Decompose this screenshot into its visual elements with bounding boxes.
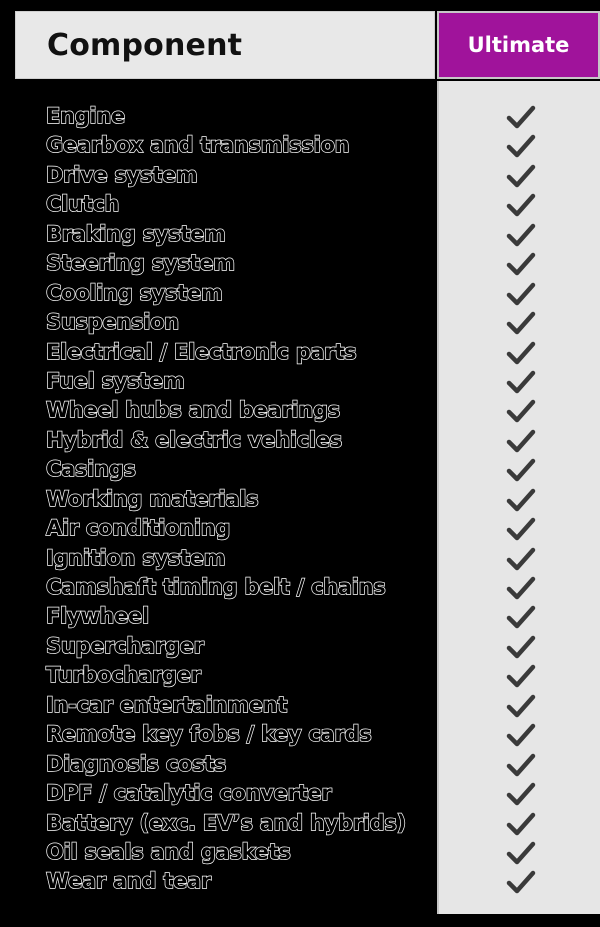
component-label: Diagnosis costs (46, 751, 227, 776)
component-label: Hybrid & electric vehicles (46, 427, 342, 452)
component-label: Oil seals and gaskets (46, 839, 291, 864)
checkmark-icon (506, 869, 536, 895)
component-row (0, 809, 600, 838)
checkmark-icon (506, 781, 536, 807)
component-row (0, 514, 600, 543)
component-label: Cooling system (46, 280, 223, 305)
component-label: Engine (46, 104, 125, 128)
checkmark-icon (506, 722, 536, 748)
component-row (0, 396, 600, 425)
component-row (0, 632, 600, 661)
component-row (0, 485, 600, 514)
checkmark-icon (506, 133, 536, 159)
component-label: Casings (46, 457, 136, 482)
component-label: Remote key fobs / key cards (46, 722, 372, 747)
component-row (0, 308, 600, 337)
component-row (0, 838, 600, 867)
component-label: Steering system (46, 251, 235, 276)
component-label: Braking system (46, 221, 226, 246)
component-label: Gearbox and transmission (46, 133, 350, 158)
component-row (0, 720, 600, 749)
ultimate-plan-label: Ultimate (467, 33, 570, 57)
component-label: Fuel system (46, 368, 185, 393)
checkmark-icon (506, 752, 536, 778)
checkmark-icon (506, 104, 536, 130)
checkmark-icon (506, 604, 536, 630)
component-label: Clutch (46, 192, 120, 217)
component-label: Battery (exc. EV’s and hybrids) (46, 810, 406, 835)
checkmark-icon (506, 487, 536, 513)
component-row (0, 367, 600, 396)
component-row (0, 867, 600, 896)
checkmark-icon (506, 634, 536, 660)
component-label: Camshaft timing belt / chains (46, 575, 386, 599)
checkmark-icon (506, 811, 536, 837)
checkmark-icon (506, 516, 536, 542)
component-label: Supercharger (46, 633, 204, 658)
component-label: Wear and tear (46, 869, 211, 894)
checkmark-icon (506, 340, 536, 366)
component-row (0, 338, 600, 367)
coverage-list (0, 102, 600, 897)
component-label: Flywheel (46, 604, 149, 629)
component-label: Air conditioning (46, 516, 231, 541)
checkmark-icon (506, 281, 536, 307)
component-label: Working materials (46, 486, 259, 511)
component-label: DPF / catalytic converter (46, 781, 332, 806)
component-row (0, 573, 600, 602)
checkmark-icon (506, 163, 536, 189)
component-label: In-car entertainment (46, 692, 288, 717)
checkmark-icon (506, 398, 536, 424)
component-row (0, 691, 600, 720)
checkmark-icon (506, 251, 536, 277)
component-label: Suspension (46, 310, 179, 335)
ultimate-plan-header (437, 11, 600, 79)
component-row (0, 279, 600, 308)
checkmark-icon (506, 428, 536, 454)
component-label: Turbocharger (46, 663, 201, 688)
component-row (0, 544, 600, 573)
checkmark-icon (506, 369, 536, 395)
component-row (0, 455, 600, 484)
component-header (15, 11, 435, 79)
component-row (0, 750, 600, 779)
component-row (0, 131, 600, 160)
component-row (0, 161, 600, 190)
checkmark-icon (506, 663, 536, 689)
component-row (0, 220, 600, 249)
checkmark-icon (506, 840, 536, 866)
checkmark-icon (506, 222, 536, 248)
checkmark-icon (506, 310, 536, 336)
checkmark-icon (506, 575, 536, 601)
component-label: Ignition system (46, 545, 226, 570)
component-row (0, 779, 600, 808)
checkmark-icon (506, 546, 536, 572)
component-label: Electrical / Electronic parts (46, 339, 357, 364)
component-row (0, 249, 600, 278)
checkmark-icon (506, 457, 536, 483)
component-header-label: Component (47, 27, 243, 63)
component-row (0, 602, 600, 631)
component-row (0, 661, 600, 690)
component-row (0, 190, 600, 219)
component-row (0, 426, 600, 455)
checkmark-icon (506, 693, 536, 719)
component-label: Drive system (46, 162, 198, 187)
component-row (0, 102, 600, 131)
checkmark-icon (506, 192, 536, 218)
component-label: Wheel hubs and bearings (46, 398, 340, 423)
